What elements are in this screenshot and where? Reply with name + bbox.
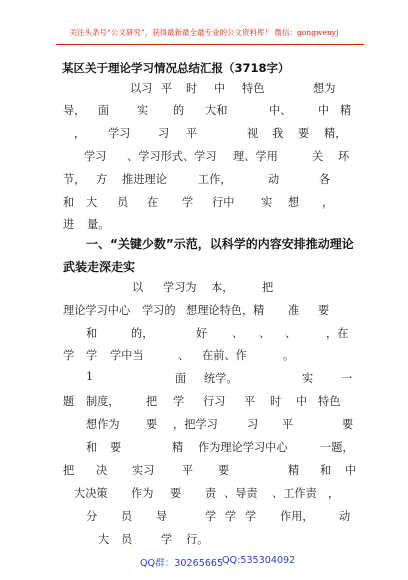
text-line — [0, 102, 408, 118]
text-fragment: ， — [328, 487, 340, 500]
text-fragment: 特色 — [318, 395, 341, 408]
text-fragment: 想理论特色，精 — [186, 304, 265, 317]
text-line — [0, 347, 408, 363]
text-fragment: 、 — [178, 349, 190, 362]
text-fragment: 导， — [63, 104, 86, 117]
text-fragment: 员 — [121, 533, 133, 546]
text-fragment: 作为 — [131, 487, 154, 500]
text-fragment: ，在 — [326, 327, 349, 340]
text-fragment: 时 — [270, 395, 282, 408]
text-fragment: 中 — [296, 395, 308, 408]
text-line — [0, 171, 408, 187]
footer-qq-number: QQ:535304092 — [222, 555, 296, 566]
section-heading-line-1: 一、“关键少数”示范，以科学的内容安排推动理论 — [86, 237, 354, 251]
text-fragment: ， — [322, 196, 334, 209]
text-fragment: 要 — [146, 418, 158, 431]
text-fragment: 工作， — [198, 173, 232, 186]
text-fragment: 中、 — [269, 104, 292, 117]
text-fragment: 学习 — [108, 127, 131, 140]
text-line — [0, 439, 408, 455]
text-line — [0, 485, 408, 501]
text-fragment: 平 — [186, 127, 198, 140]
text-fragment: ， — [74, 127, 86, 140]
text-fragment: 员 — [117, 196, 129, 209]
text-line — [0, 531, 408, 547]
text-fragment: 学 — [173, 395, 185, 408]
text-fragment: 把 — [146, 395, 158, 408]
text-fragment: 、学习形式、学习 — [127, 150, 217, 163]
text-fragment: 要 — [170, 487, 182, 500]
text-fragment: 把 — [262, 281, 274, 294]
text-fragment: 本， — [211, 281, 234, 294]
text-fragment: 想 — [288, 196, 300, 209]
text-fragment: 一题， — [320, 441, 354, 454]
text-fragment: 、 — [259, 327, 271, 340]
text-fragment: 理论学习中心 — [63, 304, 131, 317]
text-fragment: 准 — [288, 304, 300, 317]
text-fragment: 精， — [324, 127, 347, 140]
text-line — [0, 148, 408, 164]
text-fragment: 。 — [283, 349, 295, 362]
text-fragment: 以习 — [130, 82, 153, 95]
text-line — [0, 279, 408, 295]
text-fragment: 行。 — [186, 533, 209, 546]
text-fragment: 和 — [86, 327, 98, 340]
text-fragment: 统学。 — [204, 372, 238, 385]
text-fragment: 在前、作 — [202, 349, 247, 362]
text-fragment: 和 — [320, 464, 332, 477]
text-fragment: 学 — [205, 510, 217, 523]
text-fragment: 和 — [63, 196, 75, 209]
text-fragment: 行中 — [212, 196, 235, 209]
text-line — [0, 416, 408, 432]
text-line — [0, 393, 408, 409]
text-fragment: 把 — [63, 464, 75, 477]
text-fragment: 责 — [205, 487, 217, 500]
text-line — [0, 325, 408, 341]
text-fragment: 好 — [196, 327, 208, 340]
text-fragment: 、导责 — [224, 487, 258, 500]
text-line — [0, 302, 408, 318]
text-fragment: 节， — [63, 173, 86, 186]
text-fragment: 要 — [298, 127, 310, 140]
text-line — [0, 216, 408, 232]
text-fragment: 想作为 — [86, 418, 120, 431]
text-fragment: 特色 — [242, 82, 265, 95]
text-fragment: 、 — [285, 327, 297, 340]
text-fragment: 想为 — [313, 82, 336, 95]
text-fragment: 时 — [186, 82, 198, 95]
text-fragment: 实 — [137, 104, 149, 117]
text-fragment: 平 — [244, 395, 256, 408]
document-title: 某区关于理论学习情况总结汇报（3718字） — [62, 61, 290, 75]
text-fragment: 推进理论 — [122, 173, 167, 186]
text-fragment: 量。 — [87, 218, 110, 231]
text-fragment: 大 — [86, 196, 98, 209]
footer-qq-group: QQ群：30265665 — [140, 558, 224, 569]
text-fragment: 我 — [272, 127, 284, 140]
text-fragment: 环 — [338, 150, 350, 163]
text-line — [0, 80, 408, 96]
text-fragment: 理、学用 — [233, 150, 278, 163]
text-line — [0, 462, 408, 478]
text-fragment: 要 — [342, 418, 354, 431]
text-fragment: 进 — [63, 218, 75, 231]
text-fragment: 动 — [339, 510, 351, 523]
text-fragment: 、工作责 — [272, 487, 317, 500]
text-fragment: 中 — [318, 104, 330, 117]
header-banner: 关注头条号“公文研究”，获得最新最全最专业的公文资料库！ 微信：gongwenyj — [69, 28, 339, 37]
text-fragment: 、 — [232, 327, 244, 340]
text-fragment: 各 — [319, 173, 331, 186]
header-divider — [56, 44, 364, 45]
text-fragment: 要 — [318, 304, 330, 317]
text-fragment: 实 — [302, 372, 314, 385]
text-fragment: 学习为 — [163, 281, 197, 294]
text-fragment: 1 — [86, 370, 94, 383]
text-fragment: 面 — [98, 104, 110, 117]
text-fragment: 关 — [312, 150, 324, 163]
text-fragment: 作为理论学习中心 — [198, 441, 288, 454]
text-fragment: 分 — [86, 510, 98, 523]
text-fragment: 一 — [341, 372, 353, 385]
text-fragment: 的 — [173, 104, 185, 117]
section-heading-line-2: 武装走深走实 — [63, 260, 136, 274]
text-fragment: 中 — [214, 82, 226, 95]
text-fragment: 精 — [172, 441, 184, 454]
text-fragment: 学 — [245, 510, 257, 523]
text-fragment: 学中当 — [110, 349, 144, 362]
text-fragment: 大 — [98, 533, 110, 546]
text-fragment: 大和 — [205, 104, 228, 117]
text-fragment: 方 — [96, 173, 108, 186]
text-fragment: 平 — [161, 82, 173, 95]
text-fragment: 平 — [282, 418, 294, 431]
text-fragment: 学 — [161, 533, 173, 546]
text-fragment: 学习 — [84, 150, 107, 163]
text-fragment: 视 — [247, 127, 259, 140]
text-fragment: 学 — [225, 510, 237, 523]
text-line — [0, 370, 408, 386]
text-fragment: 在 — [147, 196, 159, 209]
text-fragment: 大决策 — [74, 487, 108, 500]
text-fragment: 面 — [175, 372, 187, 385]
text-line — [0, 125, 408, 141]
text-line — [0, 508, 408, 524]
text-fragment: 精 — [340, 104, 352, 117]
text-fragment: 的， — [131, 327, 154, 340]
text-fragment: 动 — [268, 173, 280, 186]
text-fragment: 平 — [182, 464, 194, 477]
text-fragment: 导 — [156, 510, 168, 523]
text-fragment: 习 — [247, 418, 259, 431]
text-fragment: 和 — [86, 441, 98, 454]
text-fragment: 要 — [110, 441, 122, 454]
text-fragment: 精 — [288, 464, 300, 477]
text-fragment: 员 — [121, 510, 133, 523]
text-fragment: 学 — [63, 349, 75, 362]
text-fragment: 学 — [86, 349, 98, 362]
text-fragment: 中 — [345, 464, 357, 477]
text-fragment: 作用， — [280, 510, 314, 523]
text-fragment: 决 — [96, 464, 108, 477]
text-fragment: 行习 — [203, 395, 226, 408]
text-fragment: ，把学习 — [173, 418, 218, 431]
text-fragment: 以 — [132, 281, 144, 294]
text-fragment: 实习 — [132, 464, 155, 477]
text-fragment: 要 — [218, 464, 230, 477]
text-fragment: 实 — [261, 196, 273, 209]
text-fragment: 学习的 — [142, 304, 176, 317]
text-fragment: 制度， — [86, 395, 120, 408]
text-fragment: 学 — [182, 196, 194, 209]
text-line — [0, 194, 408, 210]
text-fragment: 题 — [63, 395, 75, 408]
text-fragment: 习 — [158, 127, 170, 140]
